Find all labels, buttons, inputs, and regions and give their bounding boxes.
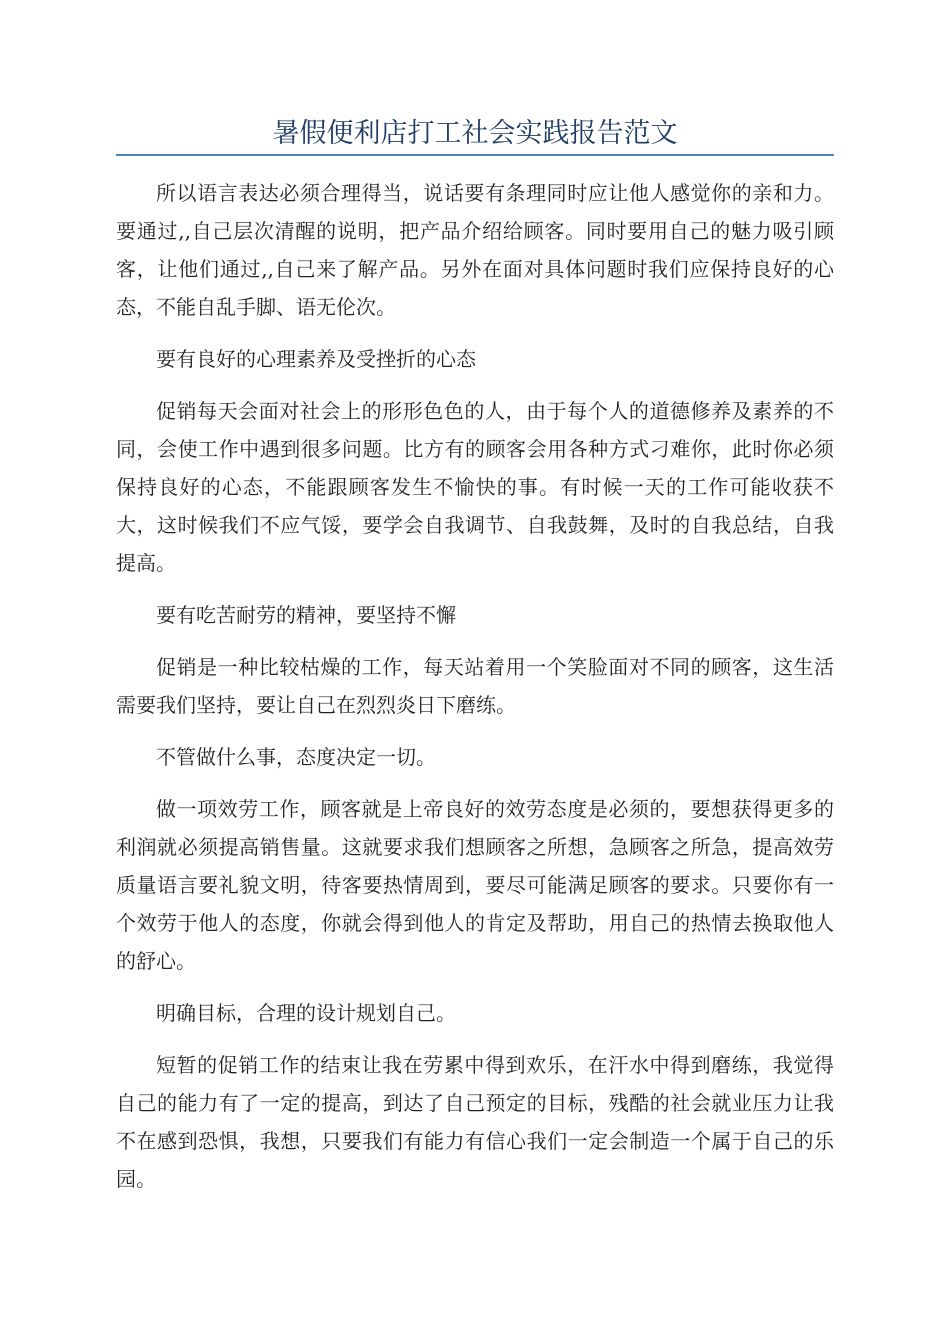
paragraph-service-attitude: 做一项效劳工作，顾客就是上帝良好的效劳态度是必须的，要想获得更多的利润就必须提高销售量。这就要求我们想顾客之所想，急顾客之所急，提高效劳质量语言要礼貌文明，待客要热情周到，要尽可能满足顾客的要求。只要你有一个效劳于他人的态度，你就会得到他人的肯定及帮助，用自己的热情去换取他人的舒心。: [116, 797, 834, 973]
heading-clear-goals: 明确目标，合理的设计规划自己。: [156, 1001, 456, 1025]
heading-psychological-quality: 要有良好的心理素养及受挫折的心态: [156, 347, 476, 371]
document-title: 暑假便利店打工社会实践报告范文: [272, 118, 678, 149]
paragraph-language-expression: 所以语言表达必须合理得当，说话要有条理同时应让他人感觉你的亲和力。要通过,,自己层次清醒的说明，把产品介绍给顾客。同时要用自己的魅力吸引顾客，让他们通过,,自己来了解产品。另外在面对具体问题时我们应保持良好的心态，不能自乱手脚、语无伦次。: [116, 181, 834, 319]
paragraph-promotion-work: 促销是一种比较枯燥的工作，每天站着用一个笑脸面对不同的顾客，这生活需要我们坚持，要让自己在烈烈炎日下磨练。: [116, 655, 834, 717]
paragraph-facing-customers: 促销每天会面对社会上的形形色色的人，由于每个人的道德修养及素养的不同，会使工作中遇到很多问题。比方有的顾客会用各种方式刁难你，此时你必须保持良好的心态，不能跟顾客发生不愉快的事。有时候一天的工作可能收获不大，这时候我们不应气馁，要学会自我调节、自我鼓舞，及时的自我总结，自我提高。: [116, 399, 834, 575]
title-underline: [116, 154, 834, 156]
heading-attitude: 不管做什么事，态度决定一切。: [156, 745, 436, 769]
document-body: [116, 174, 834, 1198]
heading-hard-work: 要有吃苦耐劳的精神，要坚持不懈: [156, 603, 456, 627]
paragraph-conclusion: 短暂的促销工作的结束让我在劳累中得到欢乐，在汗水中得到磨练，我觉得自己的能力有了一定的提高，到达了自己预定的目标，残酷的社会就业压力让我不在感到恐惧，我想，只要我们有能力有信心我们一定会制造一个属于自己的乐园。: [116, 1053, 834, 1191]
